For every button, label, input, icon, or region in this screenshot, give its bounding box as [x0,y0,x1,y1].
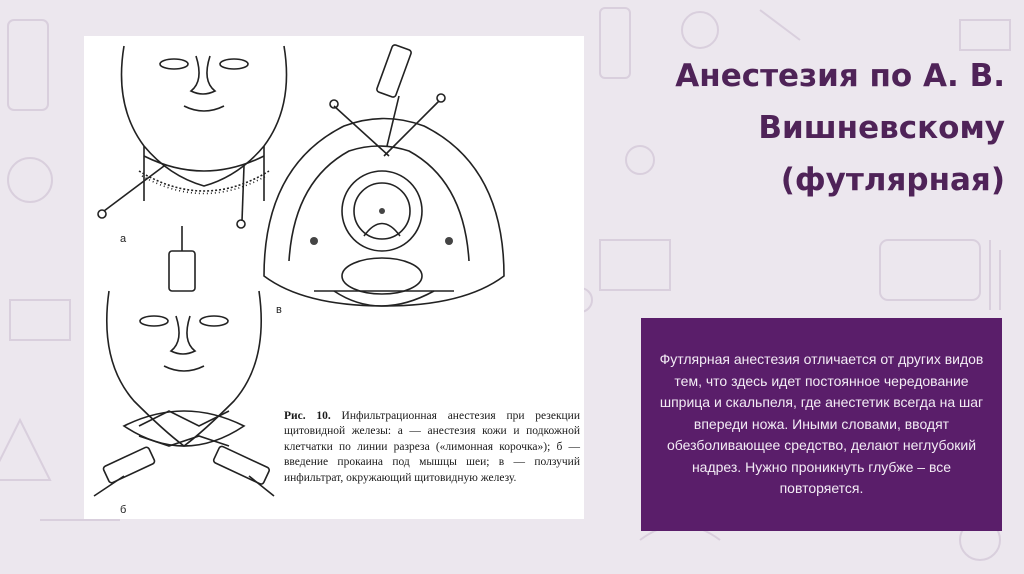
figure-caption-text: Инфильтрационная анестезия при резекции щитовидной железы: а — анестезия кожи и подкожной клетчатки по линии разреза («лимонная корочка»); б — введение прокаина под мышцы шеи; в — ползучий инфильтрат, окружающий щитовидную железу. [284,410,580,484]
panel-label-b: б [120,504,127,516]
panel-label-v: в [276,304,282,316]
description-box [641,318,1002,531]
figure-caption [284,409,580,486]
figure-caption-label: Рис. 10. [284,410,331,422]
anesthesia-figure [84,36,584,519]
slide-title: Анестезия по А. В. Вишневскому (футлярная) [675,58,1005,198]
panel-label-a: а [120,233,127,245]
description-text: Футлярная анестезия отличается от других видов тем, что здесь идет постоянное чередование шприца и скальпеля, где анестетик всегда на шаг впереди ножа. Иными словами, вводят обезболивающее средство, делают неглубокий надрез. Нужно проникнуть глубже – все повторяется. [659,351,984,497]
